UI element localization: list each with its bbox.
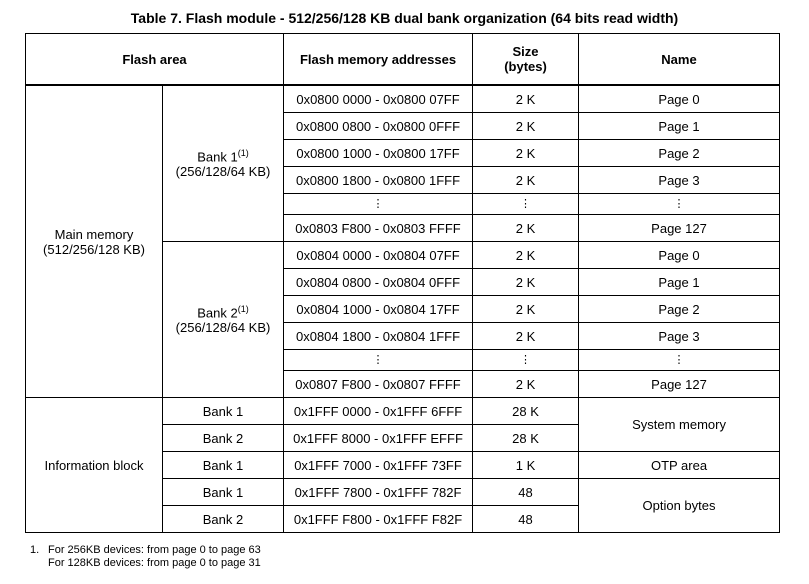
flash-organization-table [25, 33, 780, 533]
name-cell: Page 0 [579, 242, 780, 269]
ellipsis-cell: ⋮ [284, 350, 473, 371]
bank1-size: (256/128/64 KB) [175, 164, 271, 180]
address-cell: 0x0804 0000 - 0x0804 07FF [284, 242, 473, 269]
size-cell: 1 K [473, 452, 579, 479]
bank2-cell [163, 242, 284, 398]
header-size [473, 34, 579, 86]
name-cell: Page 3 [579, 167, 780, 194]
size-cell: 28 K [473, 425, 579, 452]
header-size-line1: Size [512, 44, 539, 59]
address-cell: 0x0800 0800 - 0x0800 0FFF [284, 113, 473, 140]
footnote-number: 1. [30, 544, 40, 556]
table-row [26, 398, 780, 425]
bank-cell: Bank 2 [163, 506, 284, 533]
size-cell: 2 K [473, 215, 579, 242]
name-cell: Page 2 [579, 140, 780, 167]
header-row [26, 34, 780, 86]
address-cell: 0x1FFF 0000 - 0x1FFF 6FFF [284, 398, 473, 425]
size-cell: 2 K [473, 167, 579, 194]
bank-cell: Bank 1 [163, 398, 284, 425]
name-cell: Page 1 [579, 269, 780, 296]
address-cell: 0x1FFF 8000 - 0x1FFF EFFF [284, 425, 473, 452]
ellipsis-cell: ⋮ [473, 194, 579, 215]
header-addresses: Flash memory addresses [284, 34, 473, 86]
address-cell: 0x0807 F800 - 0x0807 FFFF [284, 371, 473, 398]
address-cell: 0x1FFF F800 - 0x1FFF F82F [284, 506, 473, 533]
size-cell: 2 K [473, 269, 579, 296]
name-cell: Page 3 [579, 323, 780, 350]
name-cell: Page 0 [579, 85, 780, 113]
size-cell: 2 K [473, 85, 579, 113]
footnote-line1: For 256KB devices: from page 0 to page 63 [48, 544, 261, 556]
address-cell: 0x0803 F800 - 0x0803 FFFF [284, 215, 473, 242]
system-memory-cell: System memory [579, 398, 780, 452]
size-cell: 28 K [473, 398, 579, 425]
size-cell: 2 K [473, 242, 579, 269]
main-memory-label: Main memory [54, 226, 134, 242]
bank2-footnote-ref: (1) [237, 303, 249, 314]
bank1-label: Bank 1 [197, 149, 238, 165]
bank-cell: Bank 1 [163, 452, 284, 479]
bank-cell: Bank 2 [163, 425, 284, 452]
ellipsis-cell: ⋮ [579, 194, 780, 215]
size-cell: 2 K [473, 323, 579, 350]
address-cell: 0x0804 1000 - 0x0804 17FF [284, 296, 473, 323]
footnote-line2: For 128KB devices: from page 0 to page 31 [48, 557, 261, 569]
ellipsis-cell: ⋮ [284, 194, 473, 215]
size-cell: 48 [473, 506, 579, 533]
address-cell: 0x0804 0800 - 0x0804 0FFF [284, 269, 473, 296]
bank1-cell [163, 85, 284, 242]
bank2-size: (256/128/64 KB) [175, 320, 271, 336]
size-cell: 2 K [473, 113, 579, 140]
table-title: Table 7. Flash module - 512/256/128 KB dual bank organization (64 bits read width) [130, 10, 679, 26]
footnote [30, 544, 261, 570]
header-size-line2: (bytes) [504, 59, 547, 74]
name-cell: Page 2 [579, 296, 780, 323]
address-cell: 0x0800 0000 - 0x0800 07FF [284, 85, 473, 113]
bank2-label: Bank 2 [197, 305, 238, 321]
name-cell: Page 1 [579, 113, 780, 140]
address-cell: 0x0800 1800 - 0x0800 1FFF [284, 167, 473, 194]
header-name: Name [579, 34, 780, 86]
address-cell: 0x1FFF 7800 - 0x1FFF 782F [284, 479, 473, 506]
otp-area-cell: OTP area [579, 452, 780, 479]
bank1-footnote-ref: (1) [237, 147, 249, 158]
main-memory-cell [26, 85, 163, 398]
size-cell: 2 K [473, 296, 579, 323]
information-block-cell: Information block [26, 398, 163, 533]
main-memory-size: (512/256/128 KB) [43, 241, 145, 257]
ellipsis-cell: ⋮ [579, 350, 780, 371]
name-cell: Page 127 [579, 215, 780, 242]
name-cell: Page 127 [579, 371, 780, 398]
ellipsis-cell: ⋮ [473, 350, 579, 371]
header-flash-area: Flash area [26, 34, 284, 86]
size-cell: 48 [473, 479, 579, 506]
size-cell: 2 K [473, 371, 579, 398]
address-cell: 0x1FFF 7000 - 0x1FFF 73FF [284, 452, 473, 479]
address-cell: 0x0804 1800 - 0x0804 1FFF [284, 323, 473, 350]
table-row [26, 85, 780, 113]
option-bytes-cell: Option bytes [579, 479, 780, 533]
size-cell: 2 K [473, 140, 579, 167]
address-cell: 0x0800 1000 - 0x0800 17FF [284, 140, 473, 167]
bank-cell: Bank 1 [163, 479, 284, 506]
